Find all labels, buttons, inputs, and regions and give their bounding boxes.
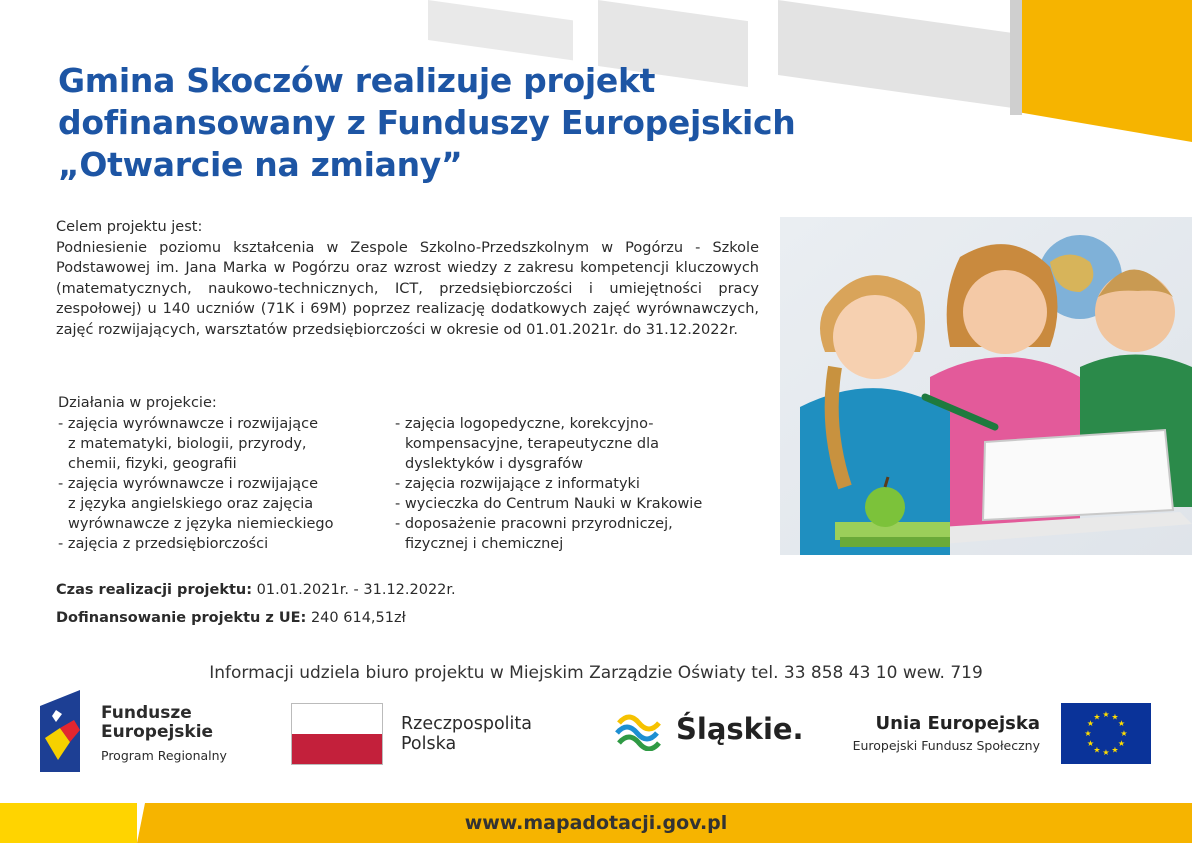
activity-item: - zajęcia rozwijające z informatyki <box>395 476 640 492</box>
fe-line-2: Europejskie <box>101 722 214 742</box>
fundusze-europejskie-text <box>101 704 227 763</box>
svg-text:★: ★ <box>1102 710 1110 719</box>
title-line-3: „Otwarcie na zmiany” <box>58 145 463 184</box>
project-duration <box>56 582 456 598</box>
svg-text:★: ★ <box>1111 745 1119 755</box>
title-line-1: Gmina Skoczów realizuje projekt <box>58 61 656 100</box>
funding-value: 240 614,51zł <box>306 610 406 626</box>
duration-label: Czas realizacji projektu: <box>56 582 253 598</box>
svg-text:★: ★ <box>1111 712 1119 722</box>
goal-label: Celem projektu jest: <box>56 219 203 235</box>
svg-text:★: ★ <box>1120 729 1128 738</box>
svg-text:★: ★ <box>1086 719 1095 728</box>
decor-gray-strip <box>1010 0 1022 115</box>
poster-title <box>58 60 818 186</box>
activity-item: - wycieczka do Centrum Nauki w Krakowie <box>395 496 703 512</box>
ue-title: Unia Europejska <box>875 713 1040 734</box>
duration-value: 01.01.2021r. - 31.12.2022r. <box>252 582 456 598</box>
goal-text: Podniesienie poziomu kształcenia w Zespole Szkolno-Przedszkolnym w Pogórzu - Szkole Podstawowej im. Jana Marka w Pogórzu oraz wzrost wiedzy z zakresu kompetencji kluczowych (matematycznych, naukowo-technicznych, ICT, przedsiębiorczości i umiejętności pracy zespołowej) u 140 uczniów (71K i 69M) poprzez realizację dodatkowych zajęć wyrównawczych, zajęć rozwijających, warsztatów przedsiębiorczości w okresie od 01.01.2021r. do 31.12.2022r. <box>56 239 759 338</box>
unia-europejska-text <box>853 713 1040 753</box>
decor-gray-band-1 <box>428 0 573 60</box>
activity-item: - zajęcia wyrównawcze i rozwijające z matematyki, biologii, przyrody, chemii, fizyki, geografii <box>58 416 319 472</box>
project-goal <box>56 217 759 340</box>
activity-item: - zajęcia z przedsiębiorczości <box>58 536 269 552</box>
fundusze-europejskie-logo-icon <box>40 690 80 772</box>
fe-line-1: Fundusze <box>101 703 192 723</box>
activity-item: - doposażenie pracowni przyrodniczej, fizycznej i chemicznej <box>395 516 673 552</box>
activities-right-column <box>395 414 755 554</box>
svg-text:★: ★ <box>1086 739 1095 748</box>
svg-text:★: ★ <box>1117 719 1126 728</box>
activities-left-column <box>58 414 388 554</box>
activities-label: Działania w projekcie: <box>58 395 217 411</box>
ue-subtitle: Europejski Fundusz Społeczny <box>852 738 1040 753</box>
children-laptop-photo <box>780 217 1192 555</box>
svg-text:★: ★ <box>1084 729 1092 738</box>
decor-yellow-corner <box>1010 0 1192 142</box>
eu-flag-icon <box>1061 703 1151 764</box>
svg-text:★: ★ <box>1117 739 1126 748</box>
slaskie-text: Śląskie. <box>676 712 804 746</box>
contact-info: Informacji udziela biuro projektu w Miejskim Zarządzie Oświaty tel. 33 858 43 10 wew. 719 <box>209 663 983 683</box>
rp-line-1: Rzeczpospolita <box>401 714 532 734</box>
svg-text:★: ★ <box>1093 712 1101 722</box>
fe-subtitle: Program Regionalny <box>101 748 227 763</box>
title-line-2: dofinansowany z Funduszy Europejskich <box>58 103 796 142</box>
funding-label: Dofinansowanie projektu z UE: <box>56 610 307 626</box>
svg-text:★: ★ <box>1102 748 1110 757</box>
activity-item: - zajęcia wyrównawcze i rozwijające z języka angielskiego oraz zajęcia wyrównawcze z języka niemieckiego <box>58 476 334 532</box>
activity-item: - zajęcia logopedyczne, korekcyjno- kompensacyjne, terapeutyczne dla dyslektyków i dysgrafów <box>395 416 659 472</box>
rp-line-2: Polska <box>401 734 457 754</box>
polish-flag-icon <box>291 703 383 765</box>
rzeczpospolita-polska-text <box>401 714 532 754</box>
project-funding <box>56 610 406 626</box>
footer-url-link[interactable]: www.mapadotacji.gov.pl <box>464 812 728 834</box>
slaskie-logo-icon <box>615 709 661 751</box>
svg-text:★: ★ <box>1093 745 1101 755</box>
